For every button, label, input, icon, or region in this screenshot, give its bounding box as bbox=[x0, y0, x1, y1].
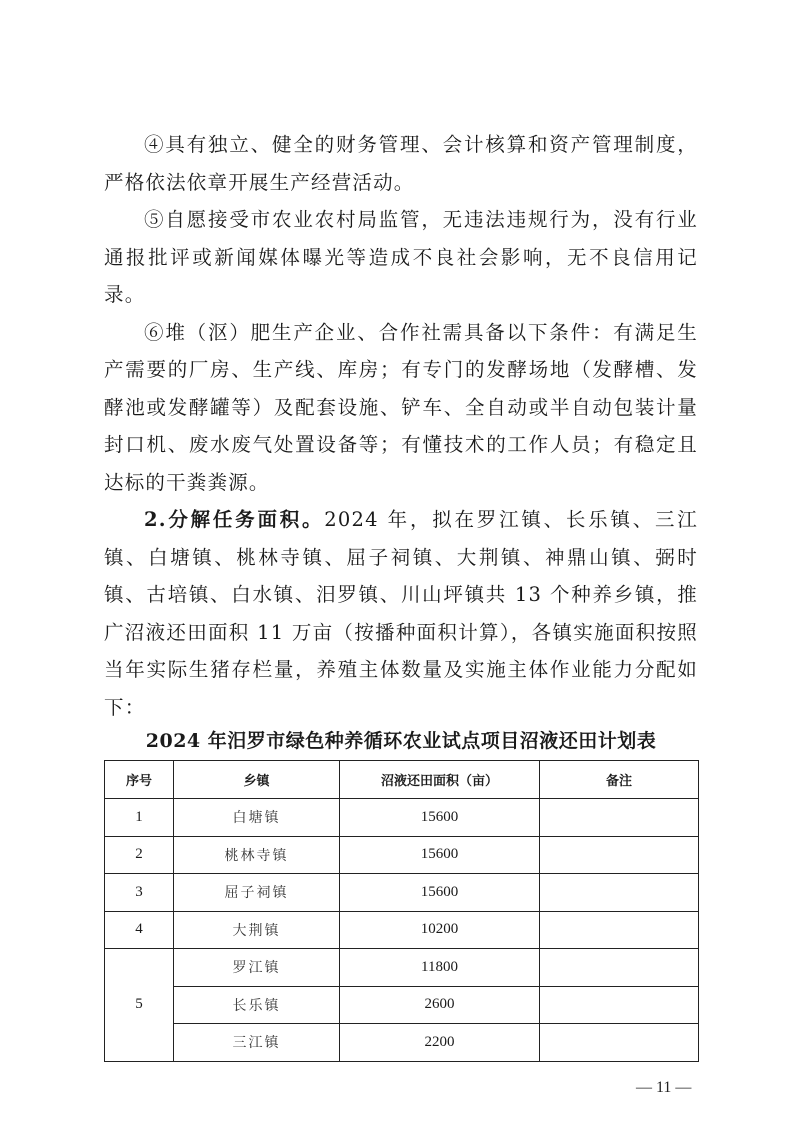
cell-town: 屈子祠镇 bbox=[174, 874, 340, 912]
cell-town: 大荆镇 bbox=[174, 911, 340, 949]
cell-town: 三江镇 bbox=[174, 1024, 340, 1062]
cell-area: 10200 bbox=[340, 911, 540, 949]
cell-area: 15600 bbox=[340, 799, 540, 837]
table-row bbox=[105, 836, 699, 874]
cell-area: 2600 bbox=[340, 986, 540, 1024]
table-row bbox=[105, 949, 699, 987]
plan-table bbox=[104, 760, 699, 1062]
cell-area: 15600 bbox=[340, 836, 540, 874]
cell-town: 长乐镇 bbox=[174, 986, 340, 1024]
cell-note bbox=[540, 799, 699, 837]
header-seq: 序号 bbox=[105, 761, 174, 799]
cell-seq: 1 bbox=[105, 799, 174, 837]
header-area: 沼液还田面积（亩） bbox=[340, 761, 540, 799]
paragraph-item-6: ⑥堆（沤）肥生产企业、合作社需具备以下条件：有满足生产需要的厂房、生产线、库房；有专门的发酵场地（发酵槽、发酵池或发酵罐等）及配套设施、铲车、全自动或半自动包装计量封口机、废水废气处置设备等；有懂技术的工作人员；有稳定且达标的干粪粪源。 bbox=[104, 320, 698, 494]
cell-note bbox=[540, 874, 699, 912]
table-row bbox=[105, 874, 699, 912]
cell-town: 罗江镇 bbox=[174, 949, 340, 987]
cell-area: 2200 bbox=[340, 1024, 540, 1062]
cell-area: 11800 bbox=[340, 949, 540, 987]
cell-seq: 5 bbox=[105, 949, 174, 1062]
cell-note bbox=[540, 986, 699, 1024]
cell-area: 15600 bbox=[340, 874, 540, 912]
section-2-paragraph bbox=[104, 501, 698, 726]
paragraph-item-4: ④具有独立、健全的财务管理、会计核算和资产管理制度，严格依法依章开展生产经营活动。 bbox=[104, 133, 698, 194]
cell-town: 白塘镇 bbox=[174, 799, 340, 837]
cell-town: 桃林寺镇 bbox=[174, 836, 340, 874]
cell-note bbox=[540, 949, 699, 987]
section-2-heading: 2.分解任务面积。 bbox=[144, 508, 325, 531]
header-town: 乡镇 bbox=[174, 761, 340, 799]
cell-note bbox=[540, 911, 699, 949]
table-row bbox=[105, 799, 699, 837]
page-number: — 11 — bbox=[636, 1079, 692, 1096]
table-row bbox=[105, 1024, 699, 1062]
table-row bbox=[105, 986, 699, 1024]
section-2-body: 2024 年，拟在罗江镇、长乐镇、三江镇、白塘镇、桃林寺镇、屈子祠镇、大荆镇、神鼎山镇、弼时镇、古培镇、白水镇、汨罗镇、川山坪镇共 13 个种养乡镇，推广沼液还田面积 11 万亩（按播种面积计算），各镇实施面积按照当年实际生猪存栏量，养殖主体数量及实施主体作业能力分配如下： bbox=[104, 508, 698, 719]
table-row bbox=[105, 911, 699, 949]
table-header-row bbox=[105, 761, 699, 799]
cell-note bbox=[540, 836, 699, 874]
paragraph-item-5: ⑤自愿接受市农业农村局监管，无违法违规行为，没有行业通报批评或新闻媒体曝光等造成不良社会影响，无不良信用记录。 bbox=[104, 208, 698, 306]
cell-seq: 2 bbox=[105, 836, 174, 874]
header-note: 备注 bbox=[540, 761, 699, 799]
cell-note bbox=[540, 1024, 699, 1062]
cell-seq: 3 bbox=[105, 874, 174, 912]
table-title: 2024 年汨罗市绿色种养循环农业试点项目沼液还田计划表 bbox=[145, 730, 657, 752]
cell-seq: 4 bbox=[105, 911, 174, 949]
document-body bbox=[104, 0, 698, 1062]
